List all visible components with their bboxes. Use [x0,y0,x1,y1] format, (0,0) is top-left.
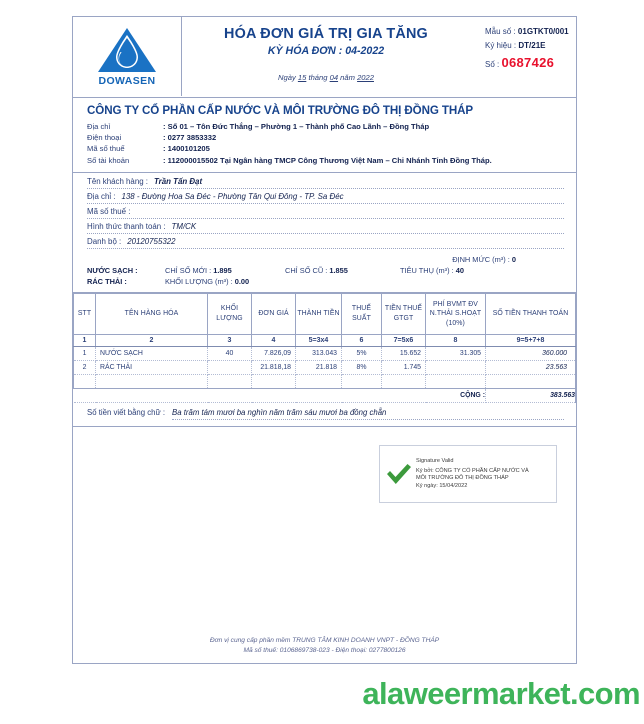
waste-volume-cell [165,276,285,287]
logo-wordmark: DOWASEN [98,75,156,87]
clean-water-row [87,265,564,276]
buyer-block [73,173,576,254]
col-unit-price: ĐƠN GIÁ [252,293,296,334]
signature-status: Signature Valid [416,457,454,464]
digital-signature-badge [379,445,557,503]
row2-quantity [208,360,252,374]
signature-signer-line2: MÔI TRƯỜNG ĐÔ THỊ ĐỒNG THÁP [416,475,509,482]
total-spacer [74,388,426,402]
signature-date: Ký ngày: 15/04/2022 [416,482,468,489]
total-value: 383.563 [486,388,576,402]
invoice-number-value: 0687426 [501,55,555,70]
col-quantity: KHỐI LƯỢNG [208,293,252,334]
colnum-8: 8 [426,334,486,346]
row2-amount: 21.818 [296,360,342,374]
footer-line-2: Mã số thuế: 0106869738-023 - Điện thoại: 0277800126 [243,647,406,654]
filler-cell [74,374,96,388]
seller-phone-label: Điện thoại [87,133,122,143]
row2-tax-rate: 8% [342,360,382,374]
col-total: SỐ TIỀN THANH TOÁN [486,293,576,334]
buyer-name-label: Tên khách hàng : [87,176,148,186]
date-year: 2022 [357,73,374,82]
date-month: 04 [329,73,339,82]
filler-cell [382,374,426,388]
amount-in-words-label: Số tiền viết bằng chữ : [87,407,166,417]
filler-cell [426,374,486,388]
seller-phone-row [87,132,564,143]
buyer-name-row [87,177,564,189]
row1-tax-rate: 5% [342,346,382,360]
col-tax-rate: THUẾ SUẤT [342,293,382,334]
row2-stt: 2 [74,360,96,374]
row1-amount: 313.043 [296,346,342,360]
row1-quantity: 40 [208,346,252,360]
seller-address-label: Địa chỉ [87,122,111,131]
seller-taxcode-value: : 1400101205 [163,144,210,154]
seller-block [73,98,576,173]
site-watermark: alaweermarket.com [362,676,640,711]
quota-row [87,255,564,264]
row2-unit-price: 21.818,18 [252,360,296,374]
amount-in-words-value: Ba trăm tám mươi ba nghìn năm trăm sáu mươi ba đồng chẵn [172,408,564,420]
date-year-label: năm [340,73,355,82]
table-header-row [74,293,576,334]
payment-method-label: Hình thức thanh toán : [87,221,166,231]
seller-taxcode-row [87,143,564,154]
filler-cell [96,374,208,388]
row1-stt: 1 [74,346,96,360]
form-code-row [485,27,576,36]
table-total-row [74,388,576,402]
table-empty-space [74,374,576,388]
table-row [74,360,576,374]
customer-code-row [87,237,564,249]
row2-name: RÁC THẢI [96,360,208,374]
col-item-name: TÊN HÀNG HÓA [96,293,208,334]
table-row [74,346,576,360]
buyer-address-label: Địa chỉ : [87,191,116,201]
seller-account-row [87,155,564,166]
row1-name: NƯỚC SẠCH [96,346,208,360]
seller-address-row [87,121,564,132]
buyer-taxcode-row [87,207,564,219]
col-vat: TIỀN THUẾ GTGT [382,293,426,334]
row1-env-fee: 31.305 [426,346,486,360]
form-code-value: 01GTKT0/001 [517,27,569,36]
clean-water-label: NƯỚC SẠCH : [87,265,138,275]
invoice-date-line [181,73,471,82]
filler-cell [208,374,252,388]
serial-label: Ký hiệu : [485,41,517,50]
colnum-1: 1 [74,334,96,346]
row1-total: 360.000 [486,346,576,360]
table-column-number-row [74,334,576,346]
invoice-number-row [485,55,576,70]
colnum-6: 6 [342,334,382,346]
new-index-cell [165,265,285,276]
col-env-fee: PHÍ BVMT ĐV N.THẢI S.HOẠT (10%) [426,293,486,334]
colnum-2: 2 [96,334,208,346]
new-index-label: CHỈ SỐ MỚI : [165,265,212,275]
page-title: HÓA ĐƠN GIÁ TRỊ GIA TĂNG [224,26,428,42]
invoice-title-block [181,17,471,96]
old-index-label: CHỈ SỐ CŨ : [285,265,328,275]
form-code-label: Mẫu số : [485,27,516,36]
col-stt: STT [74,293,96,334]
old-index-value: 1.855 [329,265,348,275]
customer-code-value: 20120755322 [127,236,176,246]
amount-in-words-row [73,403,576,427]
checkmark-icon [386,463,416,485]
invoice-meta-block [471,17,576,96]
buyer-address-value: 138 - Đường Hoa Sa Đéc - Phường Tân Qui Đông - TP. Sa Đéc [121,191,344,201]
waste-label: RÁC THẢI : [87,276,127,286]
signature-text [416,458,529,491]
waste-row [87,276,564,287]
colnum-4: 4 [252,334,296,346]
footer-line-1: Đơn vị cung cấp phần mềm TRUNG TÂM KINH DOANH VNPT - ĐỒNG THÁP [209,637,440,644]
row2-env-fee [426,360,486,374]
row2-vat: 1.745 [382,360,426,374]
row1-unit-price: 7.826,09 [252,346,296,360]
payment-method-value: TM/CK [171,221,197,231]
date-day: 15 [297,73,307,82]
colnum-7: 7=5x6 [382,334,426,346]
meter-block [73,254,576,293]
invoice-sheet [72,16,577,664]
seller-address-value: : Số 01 – Tôn Đức Thắng – Phường 1 – Thành phố Cao Lãnh – Đồng Tháp [163,122,430,131]
invoice-items-table [73,293,576,403]
signature-area [73,427,576,531]
consumption-cell [400,265,464,276]
filler-cell [486,374,576,388]
buyer-name-value: Trần Tấn Đạt [153,176,203,186]
waste-volume-label: KHỐI LƯỢNG (m³) : [165,276,233,286]
filler-cell [342,374,382,388]
customer-code-label: Danh bộ : [87,236,122,246]
consumption-value: 40 [455,265,464,275]
col-amount: THÀNH TIỀN [296,293,342,334]
date-month-label: tháng [308,73,328,82]
seller-account-label: Số tài khoản [87,155,130,165]
seller-name: CÔNG TY CỔ PHẦN CẤP NƯỚC VÀ MÔI TRƯỜNG ĐÔ THỊ ĐỒNG THÁP [87,104,474,117]
payment-method-row [87,222,564,234]
row1-vat: 15.652 [382,346,426,360]
serial-value: DT/21E [518,41,546,50]
waste-volume-value: 0.00 [234,276,250,286]
date-prefix: Ngày [278,73,296,82]
seller-phone-value: : 0277 3853332 [163,133,217,143]
colnum-9: 9=5+7+8 [486,334,576,346]
old-index-cell [285,265,400,276]
new-index-value: 1.895 [213,265,232,275]
seller-account-value: : 112000015502 Tại Ngân hàng TMCP Công Thương Việt Nam – Chi Nhánh Tỉnh Đồng Tháp. [163,155,492,165]
colnum-5: 5=3x4 [296,334,342,346]
company-logo [73,17,182,96]
buyer-taxcode-label: Mã số thuế : [87,206,131,216]
seller-taxcode-label: Mã số thuế [87,144,125,154]
green-check-icon [386,463,412,485]
invoice-header [73,17,576,98]
filler-cell [252,374,296,388]
software-provider-footer [72,636,577,656]
quota-label: ĐỊNH MỨC (m³) : [452,254,510,264]
total-label: CỘNG : [426,388,486,402]
serial-row [485,41,576,50]
buyer-address-row [87,192,564,204]
colnum-3: 3 [208,334,252,346]
signature-signer-line1: Ký bởi: CÔNG TY CỔ PHẦN CẤP NƯỚC VÀ [416,467,529,474]
row2-total: 23.563 [486,360,576,374]
dowasen-logo-icon [96,26,158,74]
filler-cell [296,374,342,388]
invoice-period: KỲ HÓA ĐƠN : 04-2022 [267,45,385,57]
consumption-label: TIÊU THỤ (m³) : [400,265,454,275]
quota-value: 0 [511,254,516,264]
invoice-number-label: Số : [485,60,500,69]
